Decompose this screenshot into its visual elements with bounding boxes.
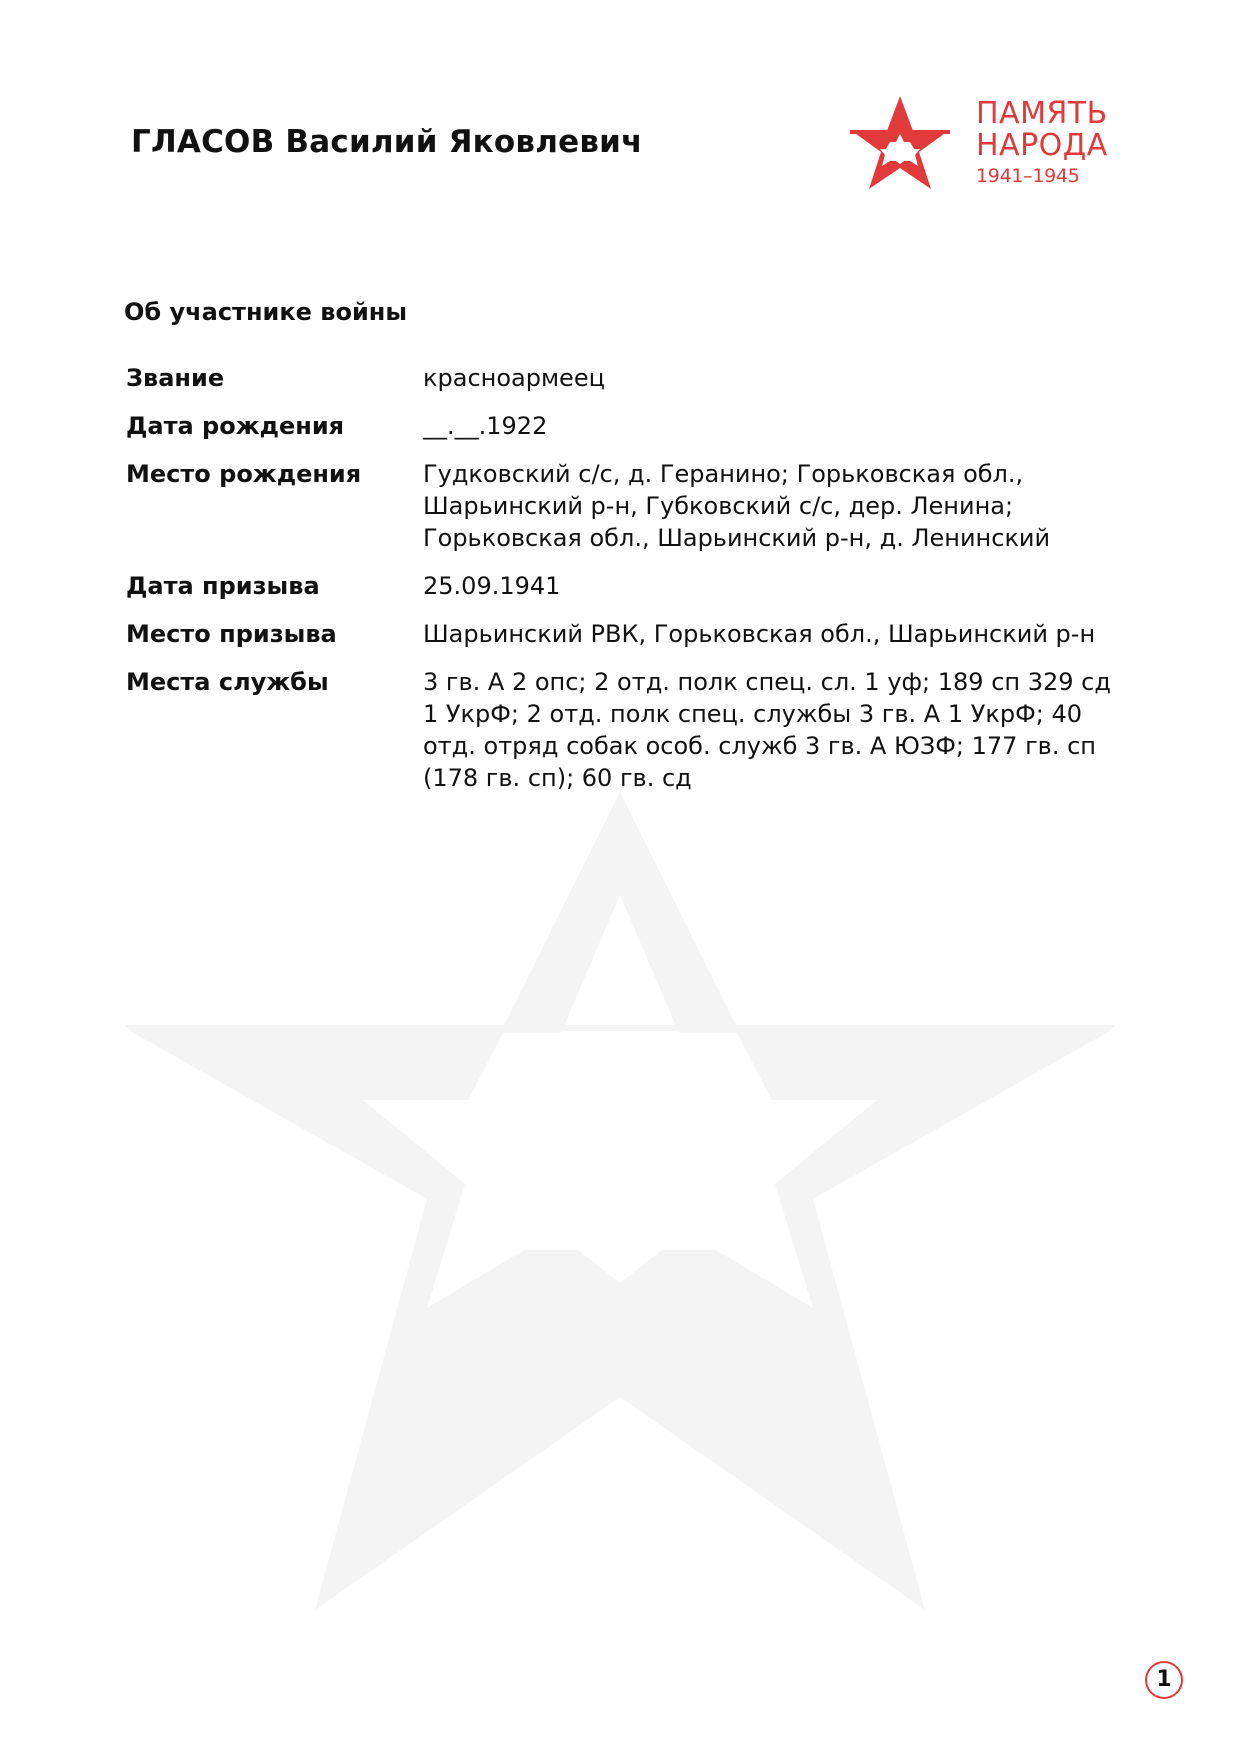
logo-line-2: НАРОДА	[976, 128, 1108, 163]
field-value: Шарьинский РВК, Горьковская обл., Шарьинский р-н	[423, 620, 1096, 648]
field-row-rank	[126, 362, 1116, 394]
field-label: Места службы	[126, 668, 329, 696]
person-name: ГЛАСОВ Василий Яковлевич	[131, 124, 643, 160]
field-row-service-places	[126, 666, 1116, 794]
red-star-icon	[848, 92, 952, 196]
logo-text	[976, 98, 1108, 190]
field-label: Дата рождения	[126, 412, 345, 440]
field-value: 3 гв. А 2 опс; 2 отд. полк спец. сл. 1 уф; 189 сп 329 сд 1 УкрФ; 2 отд. полк спец. службы 3 гв. А 1 УкрФ; 40 отд. отряд собак особ. служб 3 гв. А ЮЗФ; 177 гв. сп (178 гв. сп); 60 гв. сд	[423, 668, 1111, 792]
field-label: Дата призыва	[126, 572, 320, 600]
field-value: красноармеец	[423, 364, 605, 392]
field-value: Гудковский с/с, д. Геранино; Горьковская обл., Шарьинский р-н, Губковский с/с, дер. Ленина; Горьковская обл., Шарьинский р-н, д. Ленинский	[423, 460, 1051, 552]
field-value: __.__.1922	[423, 412, 548, 440]
section-title: Об участнике войны	[124, 298, 408, 326]
logo-line-1: ПАМЯТЬ	[976, 96, 1108, 131]
memory-of-people-logo	[848, 92, 1128, 202]
field-row-draft-date	[126, 570, 1116, 602]
field-row-draft-place	[126, 618, 1116, 650]
field-label: Место призыва	[126, 620, 337, 648]
field-row-birth-date	[126, 410, 1116, 442]
logo-years: 1941–1945	[976, 165, 1080, 187]
participant-fields	[126, 362, 1116, 810]
field-label: Звание	[126, 364, 225, 392]
field-label: Место рождения	[126, 460, 362, 488]
field-value: 25.09.1941	[423, 572, 561, 600]
page-number: 1	[1145, 1661, 1183, 1699]
field-row-birth-place	[126, 458, 1116, 554]
